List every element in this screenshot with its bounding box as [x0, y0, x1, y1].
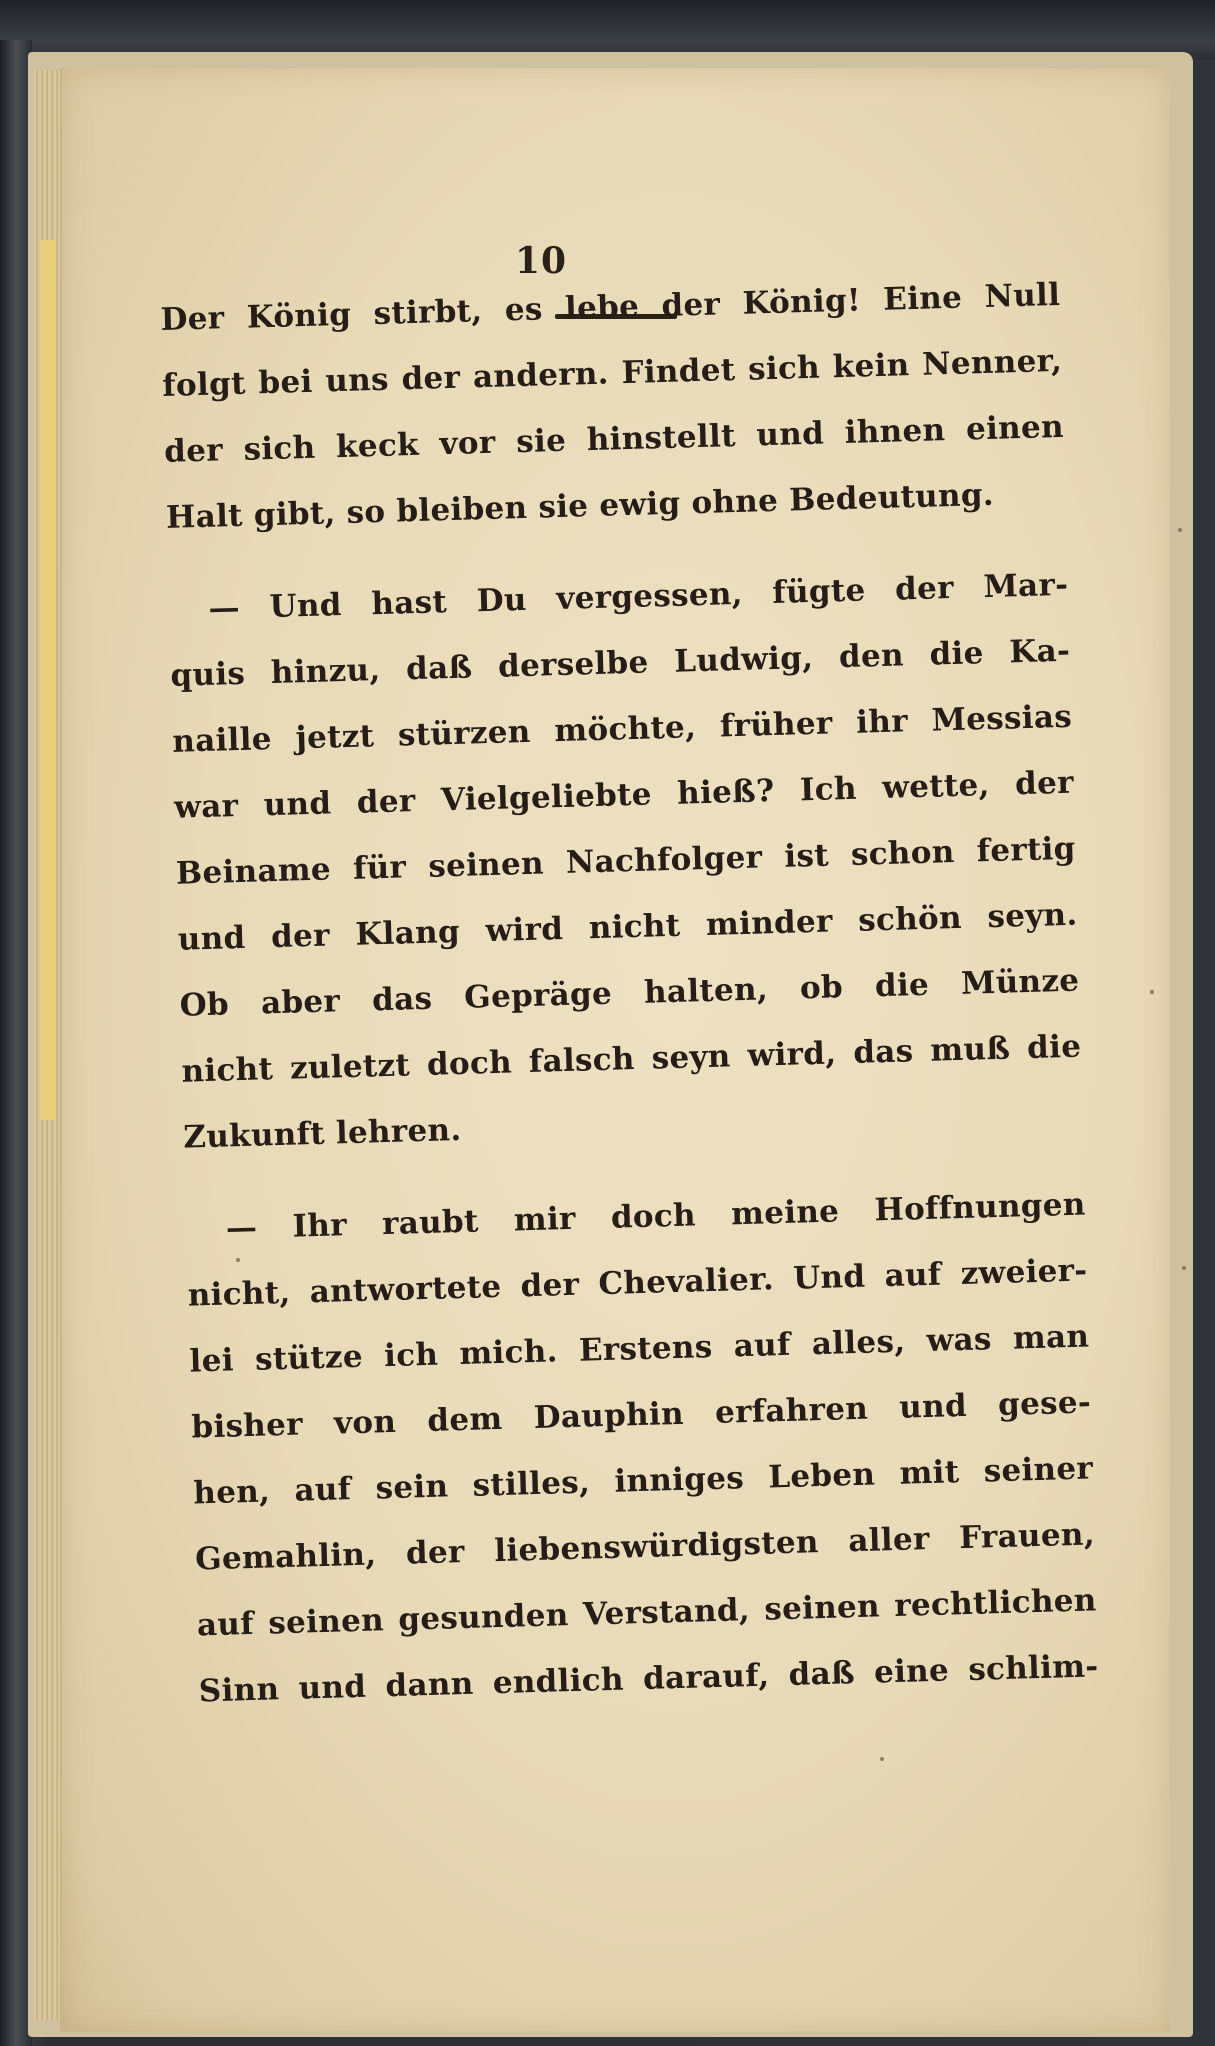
text-line [198, 1646, 1099, 1711]
word: ob [799, 969, 844, 1007]
word: zweier- [960, 1252, 1088, 1293]
word: fertig [976, 830, 1077, 870]
word: mit [899, 1454, 960, 1492]
word: naille [171, 721, 273, 760]
word: der [270, 917, 331, 956]
word: die [1026, 1028, 1082, 1067]
word: hinzu, [270, 651, 381, 692]
word: Leben [767, 1456, 876, 1496]
word: Und [792, 1258, 866, 1297]
word: stilles, [472, 1464, 591, 1504]
text-line [195, 1514, 1096, 1579]
word: und [898, 1387, 968, 1426]
paper-speck [1178, 528, 1182, 532]
word: und [177, 919, 247, 958]
word: Eine [882, 279, 963, 318]
word: es [504, 291, 544, 329]
word: schlim- [967, 1648, 1099, 1688]
word: seiner [983, 1450, 1094, 1490]
word: keck [335, 426, 420, 466]
line-text [198, 1646, 1099, 1711]
word: vergessen, [555, 575, 744, 618]
line-text [225, 1185, 1086, 1249]
text-line [162, 341, 1063, 406]
text-line [196, 1580, 1097, 1645]
line-text [196, 1580, 1097, 1645]
word: lebe [564, 288, 640, 327]
word: Mar- [982, 566, 1069, 606]
word: hen, [192, 1473, 271, 1512]
word: Messias [931, 698, 1073, 739]
line-text [193, 1448, 1094, 1513]
word: ihnen [844, 412, 946, 451]
word: uns [324, 361, 390, 400]
word: stirbt, [373, 293, 483, 333]
word: Ich [799, 770, 858, 809]
text-line [166, 473, 1067, 538]
word: Münze [960, 962, 1080, 1002]
word: den [838, 637, 905, 676]
word: der [405, 1533, 466, 1572]
word: und [298, 1668, 367, 1707]
paper-tab [40, 240, 56, 1120]
word: muß [929, 1030, 1011, 1069]
word: seinen [427, 845, 545, 885]
word: mir [513, 1200, 577, 1239]
text-line [177, 895, 1078, 960]
word: wird [485, 910, 564, 950]
text-line [170, 631, 1071, 696]
word: man [1012, 1318, 1090, 1357]
word: auf [196, 1605, 255, 1644]
word: meine [730, 1193, 840, 1233]
word: möchte, [553, 709, 697, 750]
word: war [173, 788, 239, 826]
word: sich [747, 349, 821, 388]
word: bei [257, 363, 314, 402]
word: wette, [881, 767, 991, 807]
word: Erstens [578, 1328, 713, 1369]
word: der [520, 1266, 580, 1305]
word: Der [160, 300, 225, 338]
text-line [189, 1316, 1090, 1381]
word: Nachfolger [565, 839, 763, 881]
line-text [189, 1316, 1090, 1381]
word: Findet [621, 351, 736, 392]
word: nicht [181, 1051, 274, 1090]
text-line [172, 697, 1073, 762]
line-text [208, 565, 1069, 629]
word: gese- [997, 1384, 1092, 1424]
word: stürzen [397, 713, 532, 754]
word: Nenner, [921, 342, 1063, 383]
text-line [174, 763, 1075, 828]
line-text [174, 763, 1075, 828]
word: schon [850, 834, 956, 873]
book-cover-top-edge [0, 0, 1215, 60]
paper-speck [1182, 1266, 1186, 1270]
word: hast [370, 584, 448, 623]
word: Vielgeliebte [440, 776, 653, 819]
word: Sinn [198, 1671, 280, 1710]
word: liebenswürdigsten [493, 1524, 820, 1570]
paper-speck [880, 1757, 884, 1761]
word: das [371, 980, 433, 1019]
word: hieß? [676, 773, 775, 812]
text-line [164, 407, 1065, 472]
word: die [874, 966, 930, 1005]
line-text [187, 1250, 1088, 1315]
line-text [181, 1027, 1082, 1092]
word: seinen [267, 1602, 385, 1642]
paper-speck [1150, 990, 1154, 994]
word: auf [884, 1256, 942, 1295]
word: daß [788, 1655, 856, 1693]
word: und [263, 785, 332, 824]
line-text [195, 1514, 1096, 1579]
word: die [929, 635, 985, 673]
word: Gemahlin, [194, 1536, 377, 1578]
line-text: Zukunft lehren. [182, 1111, 462, 1156]
word: der [661, 286, 721, 324]
word: nicht, [187, 1274, 291, 1314]
word: erfahren [714, 1390, 869, 1431]
word: bisher [190, 1406, 304, 1446]
word: und [755, 415, 825, 454]
text-line [193, 1448, 1094, 1513]
word: rechtlichen [893, 1582, 1098, 1624]
word: stütze [254, 1338, 364, 1378]
word: dann [384, 1665, 475, 1705]
word: vor [439, 424, 497, 463]
line-text: Halt gibt, so bleiben sie ewig ohne Bedeutung. [165, 476, 995, 536]
word: das [852, 1033, 914, 1071]
word: aber [260, 983, 341, 1022]
word: ist [783, 837, 830, 875]
word: endlich [492, 1661, 625, 1702]
word: doch [426, 1044, 513, 1083]
word: falsch [528, 1041, 636, 1080]
line-text [162, 341, 1063, 406]
word: König! [742, 282, 862, 322]
word: Und [269, 587, 343, 626]
line-text [172, 697, 1073, 762]
word: Gepräge [463, 975, 613, 1016]
word: Null [984, 276, 1061, 315]
word: darauf, [642, 1657, 770, 1698]
word: quis [169, 655, 246, 694]
word: aller [847, 1521, 931, 1560]
word: Du [476, 581, 528, 620]
word: König [246, 296, 352, 336]
word: für [352, 849, 407, 887]
line-text [175, 829, 1076, 894]
word: von [333, 1403, 397, 1442]
word: ihr [855, 703, 909, 741]
word: sich [243, 429, 316, 468]
text-line [181, 1027, 1082, 1092]
word: der [1014, 764, 1075, 803]
word: folgt [161, 365, 247, 404]
word: Ob [179, 986, 230, 1024]
paper-speck [236, 1258, 240, 1262]
text-line [183, 1093, 1084, 1158]
text-line [179, 961, 1080, 1026]
word: ich [383, 1336, 439, 1375]
line-text [191, 1382, 1092, 1447]
text-line [185, 1185, 1086, 1250]
line-text [179, 961, 1080, 1026]
line-text [177, 895, 1078, 960]
word: jetzt [295, 718, 375, 757]
word: früher [719, 705, 833, 745]
page-number-text: 10 [514, 240, 568, 282]
word: hinstellt [586, 417, 737, 459]
word: mich. [458, 1333, 559, 1373]
word: auf [293, 1471, 352, 1509]
word: gesunden [397, 1597, 570, 1638]
word: antwortete [309, 1268, 502, 1311]
word: Beiname [175, 851, 332, 892]
word: schön [857, 899, 963, 939]
word: seyn [651, 1038, 732, 1077]
word: derselbe [497, 644, 650, 685]
word: eine [873, 1652, 950, 1691]
word: Ihr [292, 1207, 348, 1245]
word: minder [705, 903, 834, 943]
word: lei [189, 1342, 235, 1380]
text-line [191, 1382, 1092, 1447]
word: sie [515, 422, 567, 461]
word: zuletzt [289, 1047, 411, 1087]
word: nicht [588, 907, 681, 947]
word: wird, [747, 1035, 837, 1074]
word: Verstand, [582, 1592, 751, 1633]
word: Ka- [1008, 632, 1071, 671]
text-line [175, 829, 1076, 894]
word: einen [965, 408, 1065, 448]
word: Frauen, [958, 1516, 1096, 1557]
word: der [163, 432, 224, 470]
line-text [164, 407, 1065, 472]
word: der [356, 783, 416, 821]
word: sein [375, 1468, 449, 1507]
word: dem [426, 1400, 503, 1439]
word: fügte [771, 572, 866, 612]
word: Ludwig, [673, 639, 814, 680]
word: Klang [354, 913, 461, 953]
word: raubt [381, 1203, 480, 1243]
word: was [926, 1321, 993, 1359]
word: auf [733, 1326, 792, 1365]
word: der [894, 569, 955, 608]
word: andern. [472, 355, 610, 396]
word: Hoffnungen [873, 1186, 1087, 1229]
text-line [168, 565, 1069, 630]
word: kein [832, 347, 910, 386]
word: Dauphin [533, 1395, 685, 1436]
word: seinen [763, 1588, 881, 1628]
text-line [187, 1250, 1088, 1315]
word: inniges [613, 1460, 745, 1500]
word: — [225, 1209, 258, 1247]
word: halten, [643, 971, 769, 1011]
word: Chevalier. [597, 1261, 775, 1303]
word: daß [405, 649, 473, 688]
line-text [170, 631, 1071, 696]
word: doch [610, 1197, 697, 1236]
word: der [401, 359, 461, 398]
word: — [208, 589, 241, 627]
body-text [160, 275, 1100, 1738]
word: seyn. [986, 896, 1078, 936]
word: alles, [811, 1323, 906, 1363]
